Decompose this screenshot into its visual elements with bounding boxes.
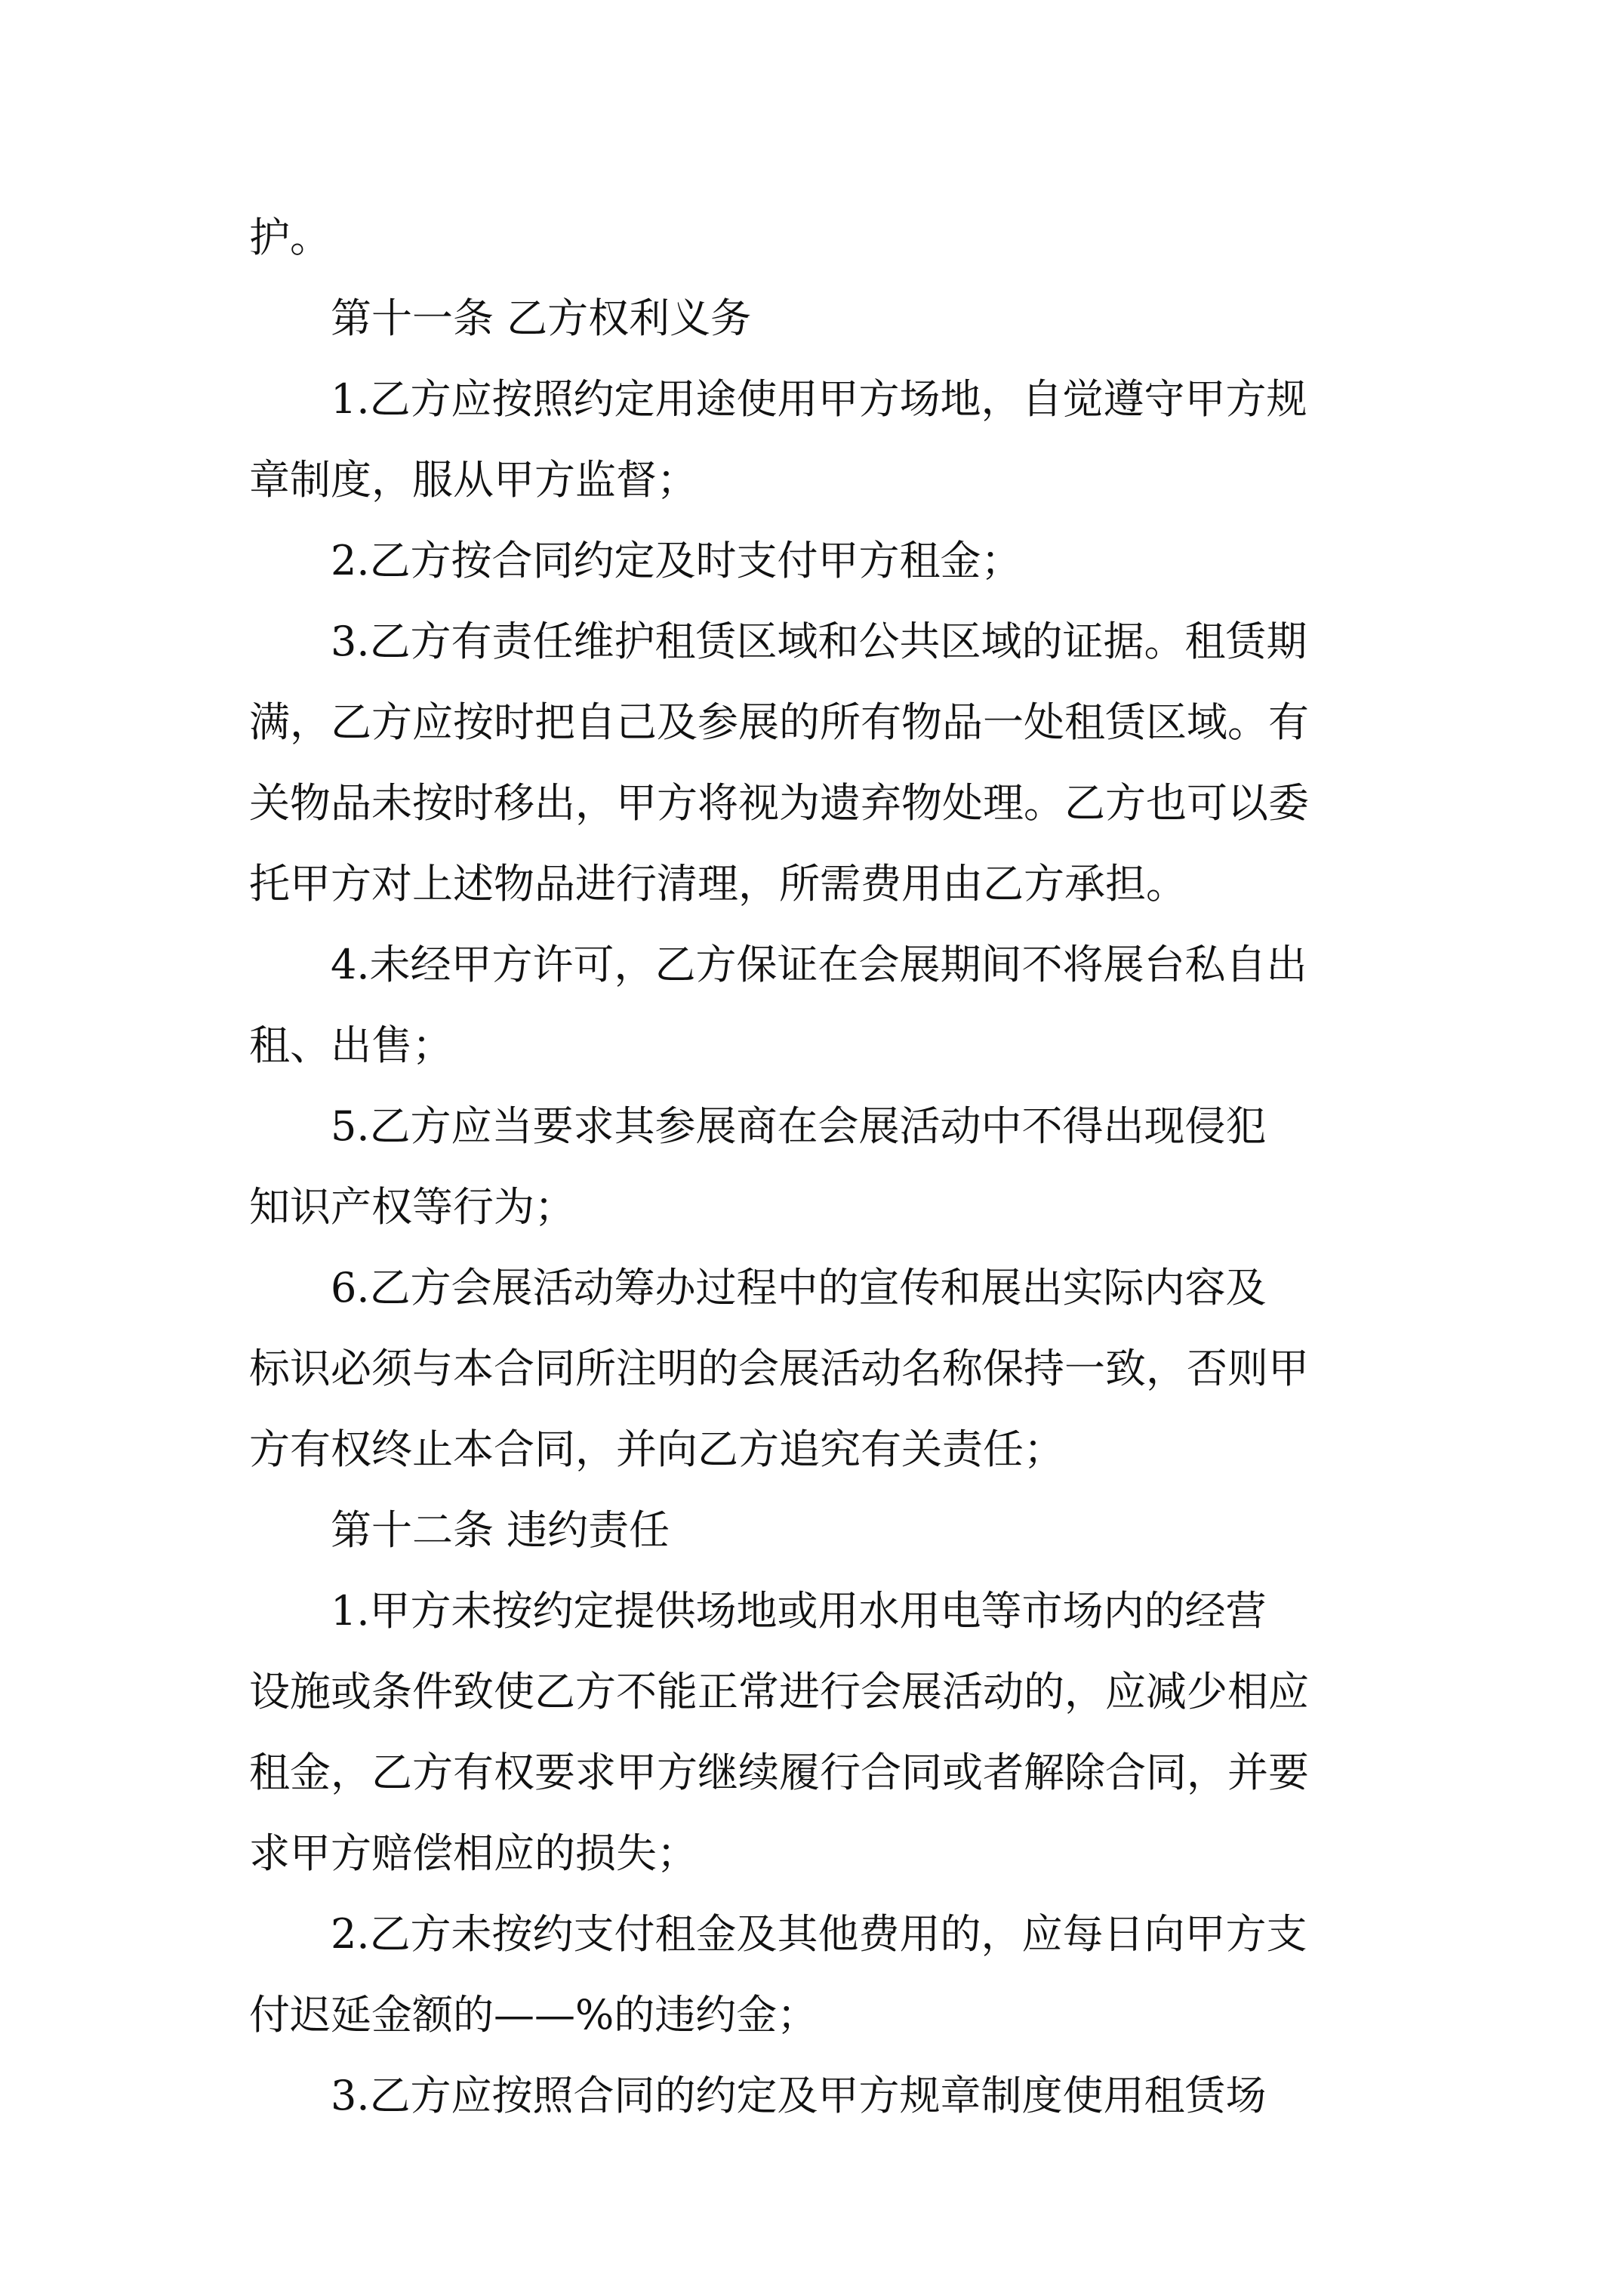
text-line: 1.甲方未按约定提供场地或用水用电等市场内的经营 [331,1587,1267,1635]
text-line: 设施或条件致使乙方不能正常进行会展活动的，应减少相应 [249,1668,1309,1715]
text-line: 5.乙方应当要求其参展商在会展活动中不得出现侵犯 [331,1102,1267,1150]
text-line: 标识必须与本合同所注明的会展活动名称保持一致，否则甲 [249,1345,1309,1392]
text-line: 护。 [249,214,331,261]
text-line: 2.乙方按合同约定及时支付甲方租金； [331,537,1022,584]
text-line: 1.乙方应按照约定用途使用甲方场地，自觉遵守甲方规 [331,375,1307,423]
text-line: 租金，乙方有权要求甲方继续履行合同或者解除合同，并要 [249,1749,1309,1796]
text-line: 满，乙方应按时把自己及参展的所有物品一处租赁区域。有 [249,698,1309,746]
text-line: 4.未经甲方许可，乙方保证在会展期间不将展台私自出 [331,941,1307,988]
text-line: 2.乙方未按约支付租金及其他费用的，应每日向甲方支 [331,1910,1307,1958]
text-line: 关物品未按时移出，甲方将视为遗弃物处理。乙方也可以委 [249,779,1309,827]
text-line: 方有权终止本合同，并向乙方追究有关责任； [249,1425,1064,1473]
text-line: 托甲方对上述物品进行清理，所需费用由乙方承担。 [249,860,1187,908]
text-line: 3.乙方应按照合同的约定及甲方规章制度使用租赁场 [331,2072,1267,2119]
text-line: 付迟延金额的——%的违约金； [249,1991,818,2039]
text-line: 知识产权等行为； [249,1183,575,1231]
text-line: 6.乙方会展活动筹办过程中的宣传和展出实际内容及 [331,1264,1267,1311]
text-line: 租、出售； [249,1022,453,1069]
article-heading: 第十二条 违约责任 [331,1506,670,1554]
text-line: 3.乙方有责任维护租赁区域和公共区域的证据。租赁期 [331,618,1307,665]
text-line: 求甲方赔偿相应的损失； [249,1829,698,1877]
article-heading: 第十一条 乙方权利义务 [331,294,752,342]
text-line: 章制度，服从甲方监督； [249,456,698,504]
